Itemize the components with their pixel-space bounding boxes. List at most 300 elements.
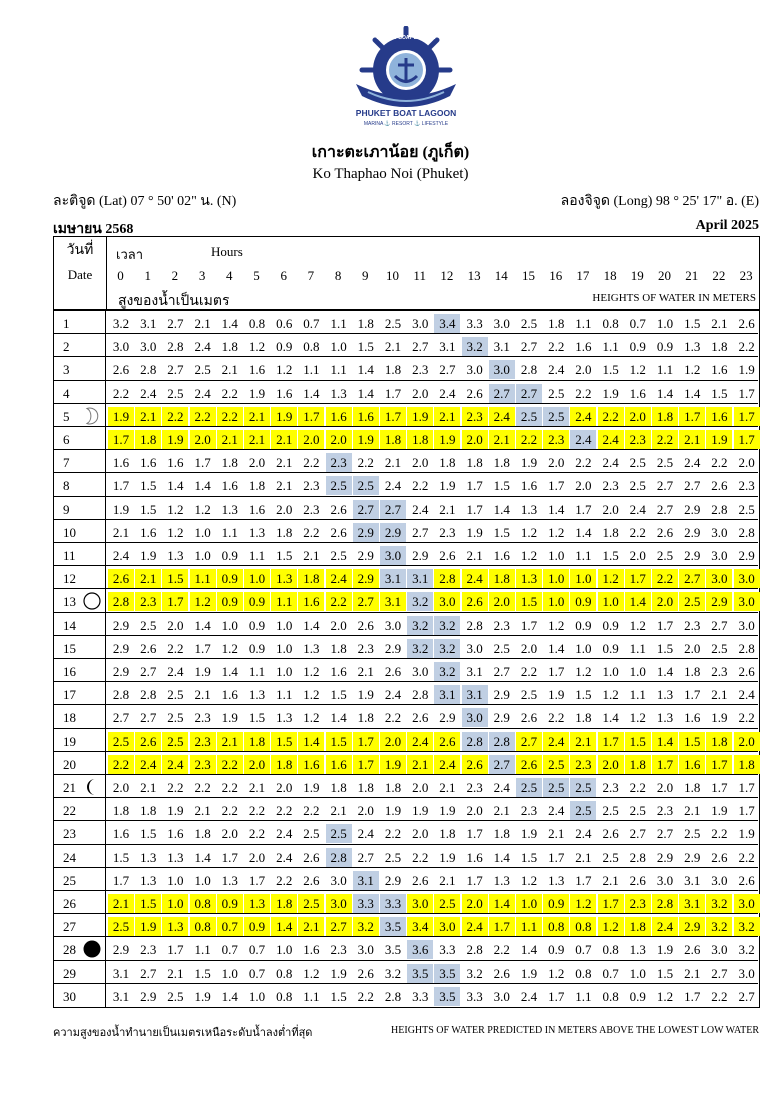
tide-height-cell: 1.3 [684,339,701,355]
hour-header: 5 [253,268,260,283]
tide-height-cell: 2.5 [303,826,320,842]
tide-height-cell: 2.7 [656,478,674,494]
tide-height-cell: 2.8 [629,849,646,865]
tide-height-cell: 2.9 [684,548,701,563]
tide-height-cell: 1.3 [303,640,320,656]
tide-height-cell: 2.4 [167,664,184,679]
tide-height-cell: 2.5 [548,385,565,401]
tide-height-cell: 2.5 [140,617,157,633]
hour-header: 14 [494,268,508,283]
tide-height-cell: 2.8 [434,569,460,588]
tide-height-cell: 2.5 [353,476,379,495]
tide-height-cell: 2.5 [656,455,674,471]
tide-height-cell: 1.3 [629,942,646,958]
tide-height-cell: 1.2 [276,362,293,378]
tide-height-cell: 2.2 [303,455,320,471]
tide-height-cell: 0.9 [602,640,619,656]
tide-height-cell: 0.8 [543,917,569,936]
day-cell [54,427,106,449]
day-cell [54,566,106,588]
tide-height-cell: 1.9 [380,755,406,774]
tide-height-cell: 1.2 [303,710,320,726]
tide-height-cell: 1.9 [135,917,161,936]
tide-height-cell: 1.6 [221,687,238,703]
tide-height-cell: 2.8 [462,732,488,751]
tide-height-cell: 1.5 [656,965,674,981]
tide-height-cell: 1.3 [140,872,157,888]
day-cell [54,520,106,542]
tide-height-cell: 0.9 [244,917,270,936]
tide-height-cell: 2.1 [357,664,374,679]
tide-height-cell: 1.5 [112,849,130,865]
tide-height-cell: 3.2 [706,917,732,936]
table-row [54,334,758,357]
tide-height-cell: 1.7 [221,849,238,865]
tide-height-cell: 1.2 [598,917,624,936]
tide-height-cell: 2.0 [412,826,429,842]
tide-height-cell: 2.8 [466,942,483,958]
tide-height-cell: 1.5 [656,640,674,656]
day-number: 25 [63,872,76,888]
tide-height-cell: 1.8 [384,780,402,795]
time-label-thai: เวลา [116,247,144,262]
tide-height-cell: 2.2 [738,339,755,355]
tide-height-cell: 1.8 [357,316,374,331]
tide-height-cell: 1.7 [167,942,184,958]
tide-height-cell: 1.4 [167,478,184,494]
tide-height-cell: 2.9 [384,872,402,888]
tide-height-cell: 2.9 [706,592,732,611]
tide-height-cell: 2.2 [384,826,402,842]
table-header [53,236,760,310]
tide-height-cell: 1.6 [298,592,324,611]
tide-height-cell: 2.3 [140,942,157,958]
tide-height-cell: 0.8 [276,988,293,1004]
tide-height-cell: 2.3 [330,942,347,958]
tide-height-cell: 2.7 [167,316,184,331]
tide-height-cell: 1.4 [194,478,211,494]
tide-height-cell: 3.0 [734,592,760,611]
tide-height-cell: 1.9 [271,407,297,426]
tide-height-cell: 2.9 [738,548,755,563]
tide-height-cell: 2.5 [330,548,347,563]
tide-height-cell: 1.9 [357,687,374,703]
tide-height-cell: 1.0 [244,569,270,588]
hour-header: 22 [712,268,726,283]
table-row [54,752,758,775]
tide-height-cell: 2.6 [738,872,755,888]
tide-height-cell: 2.5 [516,778,542,797]
tide-height-cell: 2.9 [112,664,130,679]
tide-height-cell: 2.8 [652,894,678,913]
tide-height-cell: 1.4 [575,524,592,540]
day-cell [54,473,106,495]
tide-height-cell: 2.3 [190,732,216,751]
tide-height-cell: 1.7 [684,988,701,1004]
tide-height-cell: 2.4 [489,407,515,426]
tide-height-cell: 2.4 [462,917,488,936]
tide-height-cell: 1.9 [162,430,188,449]
tide-height-cell: 2.6 [303,872,320,888]
tide-height-cell: 2.2 [248,803,266,819]
tide-height-cell: 2.4 [738,687,755,703]
tide-height-cell: 0.8 [570,917,596,936]
tide-height-cell: 2.3 [602,780,619,795]
tide-height-cell: 0.9 [656,339,674,355]
hour-header: 11 [413,268,426,283]
tide-height-cell: 2.6 [520,710,538,726]
day-cell [54,589,106,611]
tide-height-cell: 1.2 [190,592,216,611]
tide-height-cell: 1.7 [466,501,483,517]
tide-height-cell: 1.7 [738,385,755,401]
tide-height-cell: 1.3 [520,501,538,517]
tide-height-cell: 2.5 [684,826,701,842]
tide-height-cell: 1.5 [271,732,297,751]
day-cell [54,381,106,403]
tide-height-cell: 1.1 [575,548,592,563]
tide-height-cell: 1.4 [221,988,238,1004]
tide-height-cell: 2.3 [520,803,538,819]
tide-height-cell: 1.7 [734,430,760,449]
tide-height-cell: 1.2 [167,524,184,540]
tide-height-cell: 1.5 [357,339,374,355]
tide-height-cell: 1.3 [271,569,297,588]
tide-height-cell: 2.1 [439,872,456,888]
tide-height-cell: 1.0 [516,894,542,913]
tide-height-cell: 1.0 [248,988,266,1004]
tide-height-cell: 2.4 [602,455,619,471]
tide-height-cell: 1.5 [602,362,619,378]
tide-height-cell: 2.9 [412,548,429,563]
tide-height-cell: 1.6 [629,385,646,401]
tide-height-cell: 2.3 [303,478,320,494]
tide-height-cell: 2.2 [652,430,678,449]
tide-height-cell: 1.0 [194,872,211,888]
logo-ring-text: PHUKET BOAT LAGOON [376,35,436,41]
full-moon-icon [83,592,101,610]
day-number: 30 [63,988,76,1004]
day-number: 14 [63,617,76,633]
tide-height-cell: 2.3 [412,362,429,378]
tide-height-cell: 2.7 [380,500,406,519]
day-number: 26 [63,896,76,911]
day-cell [54,984,106,1007]
tide-height-cell: 2.1 [679,430,705,449]
tide-height-cell: 2.2 [575,385,592,401]
tide-height-cell: 3.5 [434,987,460,1006]
tide-height-cell: 2.0 [656,780,674,795]
tide-height-cell: 1.7 [162,592,188,611]
station-title-english: Ko Thaphao Noi (Phuket) [312,166,469,182]
tide-height-cell: 1.2 [602,687,619,703]
tide-height-cell: 0.7 [248,942,266,958]
hour-header: 15 [522,268,535,283]
tide-height-cell: 1.8 [407,430,433,449]
table-row [54,381,758,404]
hour-header: 9 [362,268,369,283]
hour-header: 20 [658,268,671,283]
tide-height-cell: 2.5 [570,778,596,797]
tide-height-cell: 2.7 [357,849,374,865]
tide-height-cell: 3.2 [434,616,460,635]
tide-height-cell: 1.8 [380,430,406,449]
tide-height-cell: 2.3 [194,710,211,726]
tide-height-cell: 2.3 [738,478,755,494]
tide-height-cell: 2.5 [167,710,184,726]
tide-height-cell: 2.7 [140,710,157,726]
tide-height-cell: 2.9 [493,710,510,726]
tide-height-cell: 1.6 [466,849,483,865]
tide-height-cell: 1.8 [625,917,651,936]
tide-height-cell: 2.7 [684,478,701,494]
tide-height-cell: 1.4 [602,710,619,726]
tide-height-cell: 0.7 [221,942,238,958]
tide-height-cell: 2.6 [602,826,619,842]
tide-height-cell: 1.7 [625,569,651,588]
tide-height-cell: 1.7 [711,780,728,795]
tide-height-cell: 1.8 [625,755,651,774]
tide-height-cell: 2.2 [711,988,728,1004]
tide-height-cell: 2.1 [602,872,619,888]
tide-height-cell: 1.1 [303,988,320,1004]
tide-height-cell: 2.5 [167,385,184,401]
tide-height-cell: 1.4 [520,942,538,958]
tide-height-cell: 2.7 [439,362,456,378]
table-row [54,705,758,728]
tide-height-cell: 1.6 [167,455,184,471]
tide-height-cell: 3.1 [380,592,406,611]
phuket-boat-lagoon-logo [346,26,466,128]
table-row [54,891,758,914]
tide-height-cell: 1.0 [167,872,184,888]
tide-height-cell: 1.0 [598,592,624,611]
tide-height-cell: 1.7 [108,430,134,449]
day-number: 22 [63,803,76,819]
tide-height-cell: 2.2 [108,755,134,774]
tide-height-cell: 1.7 [575,872,592,888]
tide-height-cell: 1.9 [439,849,456,865]
tide-height-cell: 1.1 [516,917,542,936]
tide-height-cell: 2.1 [276,478,293,494]
tide-height-cell: 1.2 [656,988,674,1004]
tide-height-cell: 2.1 [248,780,266,795]
tide-height-cell: 1.4 [656,385,674,401]
tide-height-cell: 2.6 [738,316,755,331]
tide-height-cell: 1.7 [520,617,538,633]
day-cell [54,891,106,913]
tide-height-cell: 2.3 [439,524,456,540]
tide-height-cell: 0.8 [602,988,619,1004]
tide-height-cell: 2.1 [407,755,433,774]
tide-height-cell: 2.6 [112,362,130,378]
tide-height-cell: 2.2 [326,592,352,611]
table-row [54,845,758,868]
tide-height-cell: 2.0 [520,640,538,656]
tide-height-cell: 1.7 [652,755,678,774]
tide-height-cell: 2.1 [493,803,510,819]
tide-height-cell: 1.4 [489,894,515,913]
tide-height-cell: 0.7 [629,316,646,331]
tide-height-cell: 1.6 [679,755,705,774]
tide-height-cell: 1.9 [412,803,429,819]
tide-height-cell: 2.1 [244,430,270,449]
tide-height-cell: 1.4 [303,617,320,633]
tide-height-cell: 3.1 [434,685,460,704]
tide-height-cell: 1.3 [656,710,674,726]
tide-height-cell: 1.7 [575,501,592,517]
tide-height-cell: 1.4 [357,362,374,378]
tide-height-cell: 3.0 [711,872,728,888]
tide-height-cell: 2.0 [548,455,565,471]
tide-height-cell: 2.6 [357,965,374,981]
day-cell [54,961,106,983]
tide-height-cell: 2.5 [516,407,542,426]
tide-height-cell: 1.5 [575,687,592,703]
tide-height-cell: 1.7 [684,687,701,703]
tide-height-cell: 2.6 [434,732,460,751]
table-row [54,497,758,520]
month-english: April 2025 [695,218,759,233]
tide-height-cell: 2.0 [276,501,293,517]
tide-height-cell: 2.9 [380,523,406,542]
tide-height-cell: 2.0 [575,478,592,494]
tide-height-cell: 1.1 [602,339,619,355]
day-number: 17 [63,687,76,703]
tide-height-cell: 2.8 [108,592,134,611]
tide-height-cell: 2.7 [412,339,429,355]
tide-height-cell: 0.7 [303,316,320,331]
tide-height-cell: 2.7 [679,569,705,588]
tide-height-cell: 0.8 [575,965,592,981]
tide-height-cell: 2.2 [384,710,402,726]
tide-height-cell: 2.2 [412,849,429,865]
tide-height-cell: 1.9 [738,826,755,842]
tide-height-cell: 3.0 [656,872,674,888]
day-number: 5 [63,408,70,424]
tide-height-cell: 2.5 [162,732,188,751]
tide-height-cell: 2.4 [357,826,374,842]
tide-height-cell: 0.9 [548,942,565,958]
tide-height-cell: 1.6 [140,455,157,471]
day-cell [54,705,106,727]
table-row [54,682,758,705]
tide-height-cell: 1.8 [112,803,130,819]
day-cell [54,868,106,890]
tide-height-cell: 2.3 [625,430,651,449]
tide-height-cell: 3.2 [466,965,483,981]
day-number: 3 [63,362,70,378]
tide-height-cell: 2.9 [357,548,374,563]
height-label-thai: สูงของน้ำเป็นเมตร [118,294,230,309]
tide-height-cell: 1.9 [303,780,320,795]
tide-height-cell: 2.1 [112,524,130,540]
tide-height-cell: 1.5 [493,478,510,494]
tide-height-cell: 2.6 [684,942,701,958]
tide-height-cell: 1.5 [248,710,266,726]
day-number: 23 [63,826,76,842]
tide-height-cell: 3.0 [493,988,510,1004]
tide-height-cell: 3.3 [439,942,456,958]
tide-height-cell: 2.3 [625,894,651,913]
tide-height-cell: 1.9 [248,385,266,401]
table-row [54,589,758,612]
day-cell [54,450,106,472]
first-quarter-moon-icon [83,407,101,425]
tide-height-cell: 1.6 [248,362,266,378]
tide-height-cell: 2.9 [684,524,701,540]
day-number: 1 [63,316,70,331]
table-row [54,311,758,334]
tide-height-cell: 1.7 [548,988,565,1004]
tide-height-cell: 2.2 [167,640,184,656]
tide-height-cell: 2.5 [602,803,619,819]
tide-height-cell: 0.6 [276,316,293,331]
tide-height-cell: 2.0 [221,826,238,842]
tide-height-cell: 1.7 [112,872,130,888]
tide-height-cell: 3.2 [353,917,379,936]
tide-height-cell: 2.5 [108,732,134,751]
tide-height-cell: 1.8 [439,826,456,842]
tide-height-cell: 2.0 [412,780,429,795]
tide-height-cell: 2.5 [543,755,569,774]
tide-height-cell: 1.9 [711,710,728,726]
tide-height-cell: 1.8 [271,755,297,774]
hour-header: 18 [603,268,617,283]
tide-height-cell: 2.4 [194,385,211,401]
tide-height-cell: 3.0 [711,524,728,540]
tide-height-cell: 3.0 [734,569,760,588]
tide-height-cell: 2.2 [221,385,238,401]
day-number: 11 [63,548,76,563]
tide-height-cell: 2.4 [543,732,569,751]
day-cell [54,845,106,867]
tide-height-cell: 1.4 [548,501,565,517]
tide-height-cell: 1.7 [679,407,705,426]
latitude: ละติจูด (Lat) 07 ° 50' 02" น. (N) [53,194,237,209]
tide-height-cell: 1.9 [466,524,483,540]
footnote-thai: ความสูงของน้ำทำนายเป็นเมตรเหนือระดับน้ำลงต่ำที่สุด [53,1027,313,1039]
tide-height-cell: 1.4 [357,385,374,401]
tide-height-cell: 1.7 [489,917,515,936]
day-cell [54,752,106,774]
tide-height-cell: 2.6 [439,548,456,563]
hour-header: 10 [386,268,399,283]
tide-height-cell: 0.7 [575,942,592,958]
tide-height-cell: 2.4 [548,803,565,819]
hour-header: 23 [739,268,753,283]
tide-height-cell: 1.0 [570,569,596,588]
tide-height-cell: 2.3 [135,592,161,611]
tide-height-cell: 1.4 [548,640,565,656]
tide-height-cell: 1.0 [602,664,619,679]
tide-height-cell: 2.4 [462,569,488,588]
tide-height-cell: 2.7 [516,384,542,403]
tide-height-cell: 2.0 [629,548,646,563]
tide-height-cell: 2.7 [516,732,542,751]
tide-height-cell: 3.2 [706,894,732,913]
day-cell [54,821,106,843]
footnote-english: HEIGHTS OF WATER PREDICTED IN METERS ABOVE THE LOWEST LOW WATER [391,1025,759,1036]
tide-height-cell: 2.2 [711,455,728,471]
hour-header: 7 [307,268,315,283]
tide-height-cell: 2.6 [656,524,674,540]
tide-height-cell: 2.8 [167,339,184,355]
tide-height-cell: 3.0 [711,548,728,563]
tide-height-cell: 1.9 [221,710,238,726]
day-cell [54,729,106,751]
tide-height-cell: 2.4 [112,548,130,563]
